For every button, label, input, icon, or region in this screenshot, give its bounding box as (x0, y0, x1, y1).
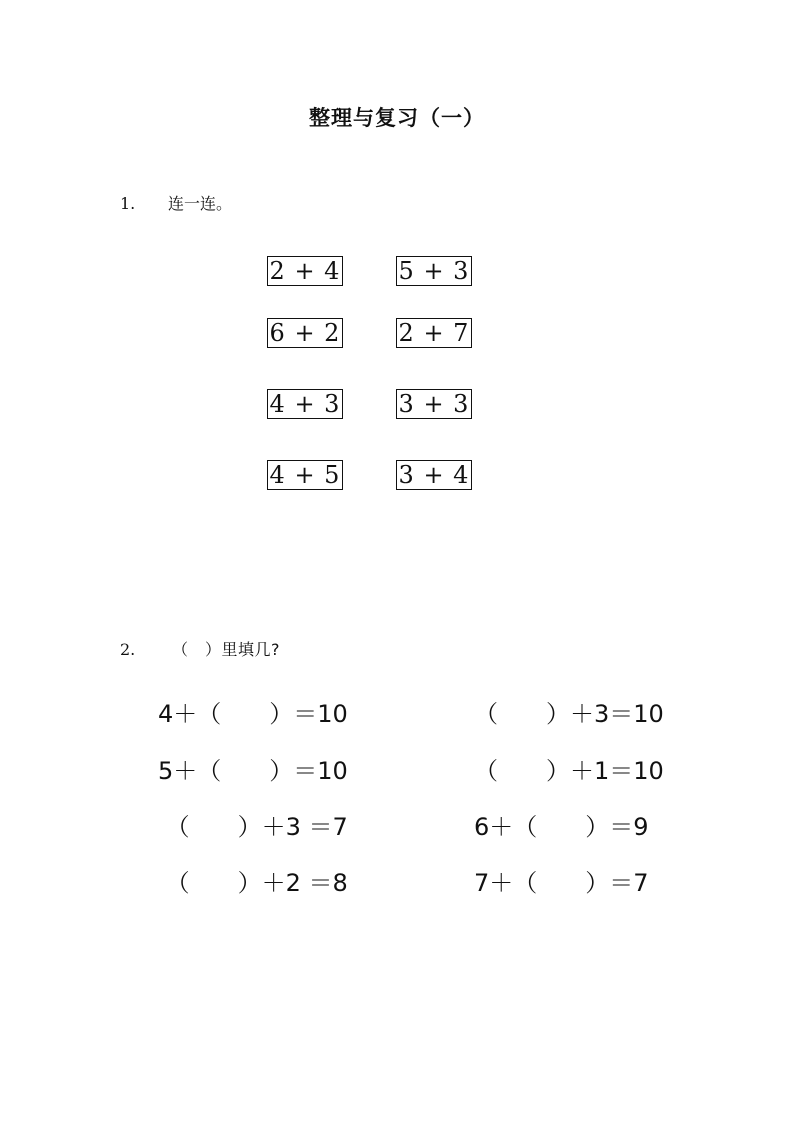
question-1-heading (120, 191, 232, 214)
question-1-instruction: 连一连。 (168, 194, 233, 213)
match-right-4[interactable]: 3 + 4 (396, 460, 472, 490)
question-2-number: 2. (120, 640, 136, 659)
fill-blank-left-2[interactable]: 5＋（ ）＝10 (158, 757, 348, 785)
fill-blank-left-4[interactable]: （ ）＋2 ＝8 (158, 869, 348, 897)
match-right-3[interactable]: 3 + 3 (396, 389, 472, 419)
fill-blank-left-3[interactable]: （ ）＋3 ＝7 (158, 813, 348, 841)
fill-blank-right-4[interactable]: 7＋（ ）＝7 (474, 869, 649, 897)
match-right-1[interactable]: 5 + 3 (396, 256, 472, 286)
fill-blank-right-2[interactable]: （ ）＋1＝10 (474, 757, 664, 785)
fill-blank-right-1[interactable]: （ ）＋3＝10 (474, 700, 664, 728)
match-left-3[interactable]: 4 + 3 (267, 389, 343, 419)
page-title: 整理与复习（一） (309, 106, 485, 130)
match-left-2[interactable]: 6 + 2 (267, 318, 343, 348)
fill-blank-right-3[interactable]: 6＋（ ）＝9 (474, 813, 649, 841)
match-left-4[interactable]: 4 + 5 (267, 460, 343, 490)
question-2-instruction: （ ）里填几? (172, 640, 280, 659)
question-2-heading (120, 637, 280, 660)
fill-blank-left-1[interactable]: 4＋（ ）＝10 (158, 700, 348, 728)
match-left-1[interactable]: 2 + 4 (267, 256, 343, 286)
match-right-2[interactable]: 2 + 7 (396, 318, 472, 348)
question-1-number: 1. (120, 194, 136, 213)
